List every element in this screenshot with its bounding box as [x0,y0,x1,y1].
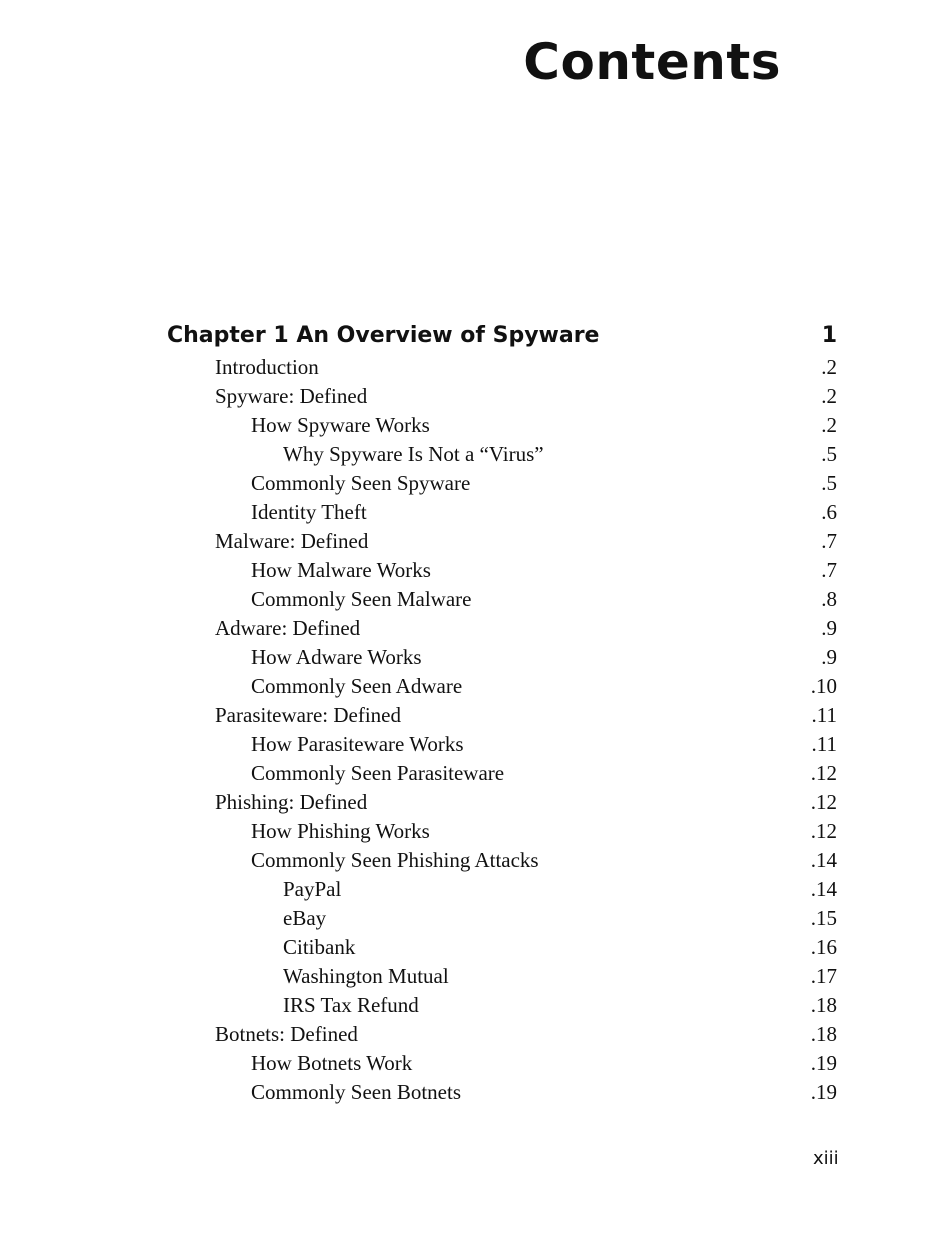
toc-entry-page: . 9 [819,643,837,672]
toc-entry-label: How Spyware Works [251,413,430,437]
toc-entry-label: Commonly Seen Parasiteware [251,761,505,785]
toc-entry[interactable] [167,614,837,643]
toc-entry-page: . 8 [819,585,837,614]
toc-entry-label: How Botnets Work [251,1051,413,1075]
toc-entry[interactable] [167,353,837,382]
toc-entry-label: Washington Mutual [283,964,449,988]
toc-entry[interactable] [167,904,837,933]
toc-entry[interactable] [167,1049,837,1078]
page-title: Contents [523,33,781,91]
toc-entry-label: Citibank [283,935,356,959]
toc-entry-page: . 16 [809,933,837,962]
toc-entry-label: Commonly Seen Spyware [251,471,471,495]
toc-entry-label: How Malware Works [251,558,431,582]
toc-entry-label: Adware: Defined [215,616,361,640]
toc-entry-label: How Parasiteware Works [251,732,464,756]
toc-entry-label: Parasiteware: Defined [215,703,401,727]
toc-entry-label: Commonly Seen Botnets [251,1080,461,1104]
toc-entry[interactable] [167,1078,837,1107]
toc-entry-page: . 10 [809,672,837,701]
toc-entry[interactable] [167,411,837,440]
toc-entry-label: Identity Theft [251,500,367,524]
toc-entry[interactable] [167,1020,837,1049]
toc-entry-page: . 7 [819,556,837,585]
toc-entry[interactable] [167,933,837,962]
toc-entry[interactable] [167,875,837,904]
toc-entry-label: eBay [283,906,327,930]
toc-chapter-entry[interactable] [167,318,837,353]
toc-entry[interactable] [167,527,837,556]
toc-entry-label: Why Spyware Is Not a “Virus” [283,442,544,466]
toc-entry-page: . 18 [809,1020,837,1049]
toc-chapter-page: 1 [821,323,837,348]
toc-entry-page: . 2 [819,411,837,440]
toc-entry-label: Introduction [215,355,319,379]
toc-chapter-label: Chapter 1 An Overview of Spyware [167,323,600,348]
toc-entry[interactable] [167,991,837,1020]
toc-entry-page: . 14 [809,846,837,875]
toc-entry-page: . 15 [809,904,837,933]
toc-entry-page: . 5 [819,469,837,498]
toc-entry-page: . 6 [819,498,837,527]
toc-entry-label: IRS Tax Refund [283,993,419,1017]
toc-entry-page: . 12 [809,817,837,846]
toc-entry-page: . 19 [809,1078,837,1107]
toc-entry[interactable] [167,382,837,411]
toc-entry-page: . 7 [819,527,837,556]
toc-entry[interactable] [167,759,837,788]
toc-entry-page: . 5 [819,440,837,469]
toc-entry-label: How Phishing Works [251,819,430,843]
toc-entry[interactable] [167,962,837,991]
toc-entry[interactable] [167,585,837,614]
table-of-contents [167,318,837,1107]
toc-entry-label: Commonly Seen Malware [251,587,472,611]
toc-entry-label: How Adware Works [251,645,422,669]
toc-entry[interactable] [167,846,837,875]
toc-entry-page: . 2 [819,382,837,411]
toc-entry-label: Commonly Seen Phishing Attacks [251,848,539,872]
toc-entry-label: PayPal [283,877,342,901]
toc-entry-label: Botnets: Defined [215,1022,358,1046]
toc-entry[interactable] [167,817,837,846]
toc-entry-label: Malware: Defined [215,529,369,553]
toc-entries-list [167,353,837,1107]
toc-entry-label: Phishing: Defined [215,790,368,814]
toc-entry[interactable] [167,643,837,672]
toc-entry-page: . 2 [819,353,837,382]
toc-entry-label: Commonly Seen Adware [251,674,463,698]
toc-entry[interactable] [167,498,837,527]
toc-entry-page: . 18 [809,991,837,1020]
page-number-folio: xiii [813,1148,839,1169]
toc-entry[interactable] [167,440,837,469]
toc-entry-page: . 14 [809,875,837,904]
toc-entry-page: . 11 [810,730,837,759]
toc-entry[interactable] [167,788,837,817]
toc-entry[interactable] [167,672,837,701]
toc-entry-page: . 12 [809,759,837,788]
toc-entry-page: . 12 [809,788,837,817]
toc-entry[interactable] [167,469,837,498]
toc-entry[interactable] [167,556,837,585]
toc-entry[interactable] [167,730,837,759]
toc-entry-label: Spyware: Defined [215,384,368,408]
toc-entry-page: . 9 [819,614,837,643]
toc-entry[interactable] [167,701,837,730]
toc-entry-page: . 11 [810,701,837,730]
toc-entry-page: . 17 [809,962,837,991]
toc-entry-page: . 19 [809,1049,837,1078]
